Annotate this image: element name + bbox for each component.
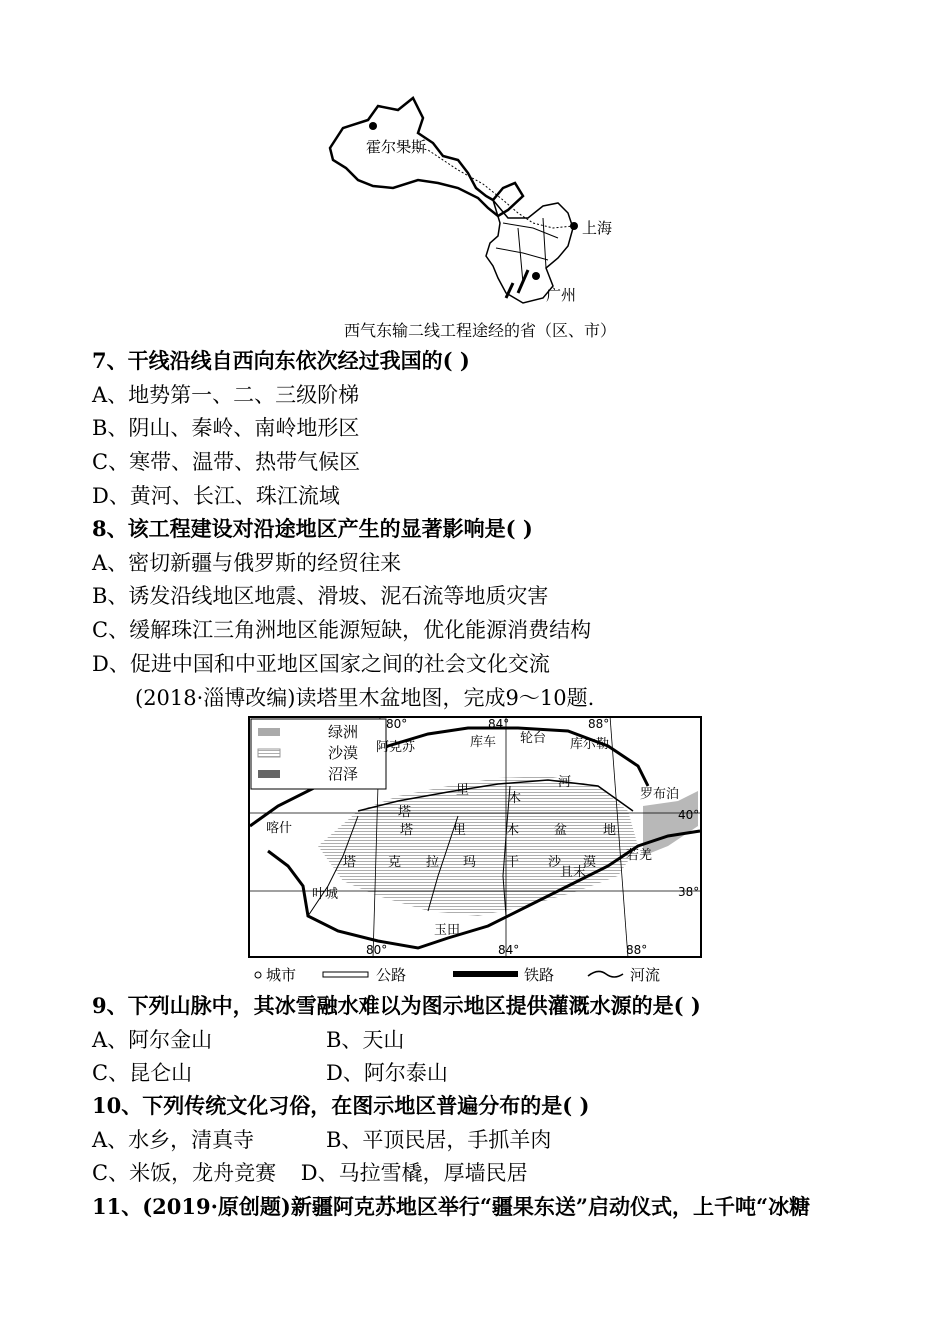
q7-option-a: A、地势第一、二、三级阶梯 <box>92 383 360 407</box>
q8-stem: 8、该工程建设对沿途地区产生的显著影响是( ) <box>92 516 533 541</box>
q10-options-row1 <box>92 1125 552 1155</box>
label-shanghai: 上海 <box>582 219 613 237</box>
basin-char: 木 <box>506 823 520 838</box>
q10-options-row2 <box>92 1158 528 1188</box>
intro-9-10: (2018·淄博改编)读塔里木盆地图，完成9～10题. <box>135 686 595 710</box>
tick-lon84-bottom: 84° <box>498 943 520 957</box>
tick-lon84-top: 84° <box>488 717 510 731</box>
basin-char: 克 <box>388 855 402 870</box>
tarim-basin-map <box>248 716 702 958</box>
q10-option-a: A、水乡，清真寺 <box>92 1128 255 1152</box>
q10-option-d: D、马拉雪橇，厚墙民居 <box>300 1161 528 1185</box>
legend-desert: 沙漠 <box>328 744 359 762</box>
city-kuqa: 库车 <box>470 735 497 750</box>
city-aksu: 阿克苏 <box>376 740 416 755</box>
basin-char: 干 <box>506 855 520 870</box>
legend-desert-swatch <box>258 749 280 757</box>
city-kashgar: 喀什 <box>266 821 293 836</box>
legend-road: 公路 <box>376 966 407 984</box>
basin-char: 漠 <box>583 855 597 870</box>
q9-options-row2 <box>92 1058 448 1088</box>
map2-bottom-legend <box>248 962 702 986</box>
tick-lon88-top: 88° <box>588 717 610 731</box>
basin-char: 玛 <box>463 855 477 870</box>
q11-stem: 11、(2019·原创题)新疆阿克苏地区举行“疆果东送”启动仪式，上千吨“冰糖 <box>92 1194 811 1219</box>
q8-option-b: B、诱发沿线地区地震、滑坡、泥石流等地质灾害 <box>92 584 549 608</box>
basin-char: 塔 <box>343 855 357 870</box>
city-yecheng: 叶城 <box>312 887 339 902</box>
q10-option-b: B、平顶民居，手抓羊肉 <box>326 1128 552 1152</box>
basin-char: 拉 <box>426 855 440 870</box>
legend-river: 河流 <box>630 966 661 984</box>
q7-option-d: D、黄河、长江、珠江流域 <box>92 484 340 508</box>
q10-stem: 10、下列传统文化习俗，在图示地区普遍分布的是( ) <box>92 1093 590 1118</box>
q9-options-row1 <box>92 1025 405 1055</box>
q9-option-c: C、昆仑山 <box>92 1061 193 1085</box>
basin-char: 塔 <box>400 823 414 838</box>
city-lopnur: 罗布泊 <box>640 787 680 802</box>
basin-char: 塔 <box>398 805 412 820</box>
tick-lon80-top: 80° <box>386 717 408 731</box>
pipeline-map <box>318 88 638 318</box>
label-huoerguosi: 霍尔果斯 <box>366 138 427 156</box>
shanghai-dot <box>570 222 578 230</box>
basin-char: 沙 <box>548 855 562 870</box>
basin-char: 地 <box>603 823 617 838</box>
city-ruoqiang: 若羌 <box>626 848 653 863</box>
q9-option-a: A、阿尔金山 <box>92 1028 213 1052</box>
legend-rail: 铁路 <box>524 966 555 984</box>
guangzhou-dot <box>532 272 540 280</box>
tick-lat40: 40° <box>678 808 700 822</box>
basin-char: 里 <box>456 783 470 798</box>
basin-char: 里 <box>453 823 467 838</box>
label-guangzhou: 广州 <box>546 286 577 304</box>
legend-marsh: 沼泽 <box>328 765 359 783</box>
q9-option-b: B、天山 <box>326 1028 405 1052</box>
legend-marsh-swatch <box>258 770 280 778</box>
q8-option-c: C、缓解珠江三角洲地区能源短缺，优化能源消费结构 <box>92 618 592 642</box>
city-qiemo: 且末 <box>560 865 587 880</box>
q7-option-c: C、寒带、温带、热带气候区 <box>92 450 361 474</box>
basin-char: 木 <box>508 791 522 806</box>
q9-option-d: D、阿尔泰山 <box>326 1061 448 1085</box>
basin-char: 盆 <box>554 823 568 838</box>
tick-lon88-bottom: 88° <box>626 943 648 957</box>
q9-stem: 9、下列山脉中，其冰雪融水难以为图示地区提供灌溉水源的是( ) <box>92 993 701 1018</box>
legend-city: 城市 <box>266 966 297 984</box>
map1-caption: 西气东输二线工程途经的省（区、市） <box>343 321 616 340</box>
q8-option-a: A、密切新疆与俄罗斯的经贸往来 <box>92 551 402 575</box>
basin-char: 河 <box>558 775 572 790</box>
city-hotan: 玉田 <box>434 923 461 938</box>
huoerguosi-dot <box>369 122 377 130</box>
tick-lat38: 38° <box>678 885 700 899</box>
legend-oasis-swatch <box>258 728 280 736</box>
q7-stem: 7、干线沿线自西向东依次经过我国的( ) <box>92 348 470 373</box>
q8-option-d: D、促进中国和中亚地区国家之间的社会文化交流 <box>92 652 550 676</box>
q10-option-c: C、米饭，龙舟竞赛 <box>92 1161 277 1185</box>
legend-oasis: 绿洲 <box>328 723 359 741</box>
q7-option-b: B、阴山、秦岭、南岭地形区 <box>92 416 360 440</box>
city-korla: 库尔勒 <box>570 737 610 752</box>
city-luntai: 轮台 <box>520 731 547 746</box>
tick-lon80-bottom: 80° <box>366 943 388 957</box>
